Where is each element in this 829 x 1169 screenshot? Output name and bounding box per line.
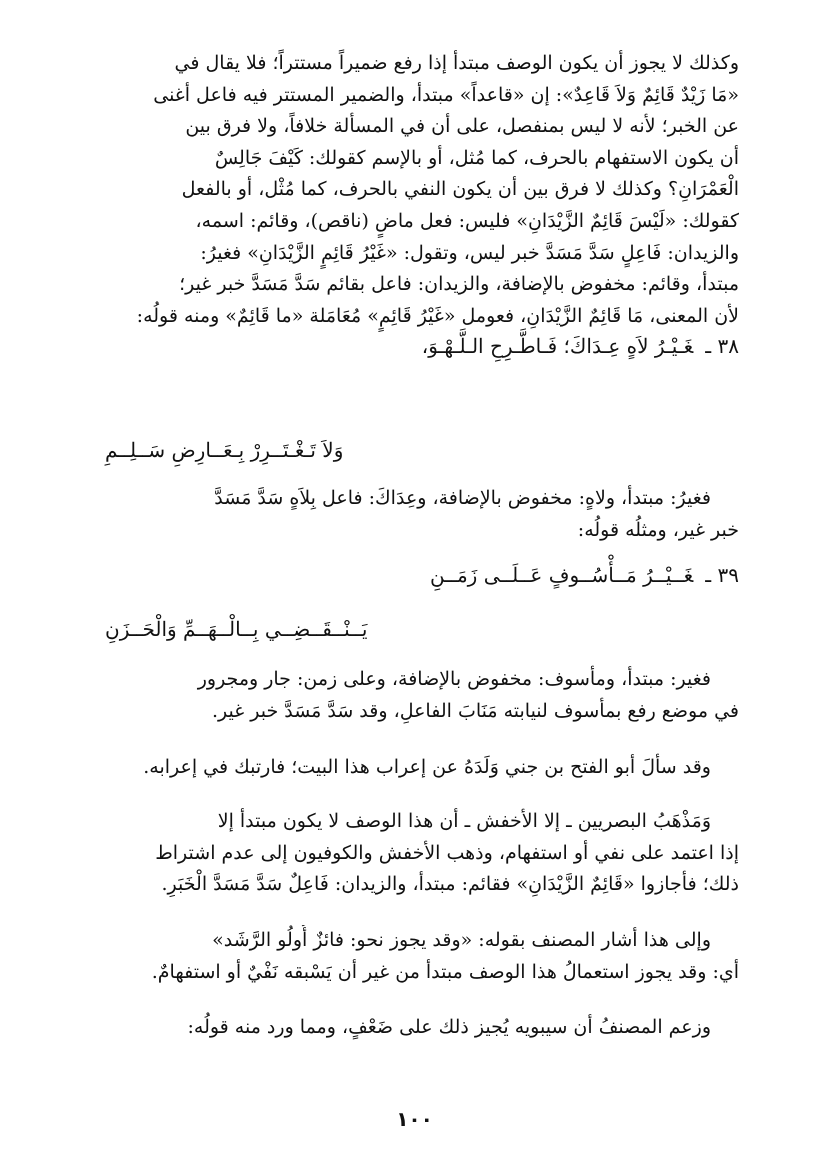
text-line: خبر غير، ومثلُه قولُه: bbox=[577, 518, 739, 541]
verse-number: ٣٩ ـ bbox=[705, 563, 739, 587]
verse-39-second-hemistich bbox=[105, 613, 367, 645]
text-line: لأن المعنى، مَا قَائِمٌ الزَّيْدَانِ، فعومل «غَيْرُ قَائِمٍ» مُعَامَلة «ما قَائِمٌ» ومنه قولُه: bbox=[136, 304, 739, 327]
text-line: وَمَذْهَبُ البصريين ـ إلا الأخفش ـ أن هذا الوصف لا يكون مبتدأ إلا bbox=[217, 810, 711, 832]
text-line: عن الخبر؛ لأنه لا ليس بمنفصل، على أن في المسألة خلافاً، ولا فرق بين bbox=[185, 115, 739, 138]
page-number: ١٠٠ bbox=[396, 1107, 433, 1131]
text-line: والزيدان: فَاعِلٍ سَدَّ مَسَدَّ خبر ليس، وتقول: «غَيْرُ قَائِمٍ الزَّيْدَانِ» فغيرُ: bbox=[200, 241, 739, 264]
paragraph-6 bbox=[90, 925, 739, 988]
text-line: فغيرُ: مبتدأ، ولاهٍ: مخفوض بالإضافة، وعِدَاكَ: فاعل بِلاَهٍ سَدَّ مَسَدَّ bbox=[214, 487, 711, 509]
paragraph-4 bbox=[90, 752, 739, 784]
paragraph-2 bbox=[90, 483, 739, 546]
text-line: أن يكون الاستفهام بالحرف، كما مُثل، أو بالإسم كقولك: كَيْفَ جَالِسٌ bbox=[214, 146, 739, 169]
verse-text: وَلاَ تَـغْـتَــرِرْ بِـعَــارِضِ سَــلِــمِ bbox=[105, 438, 344, 462]
paragraph-7 bbox=[90, 1012, 739, 1044]
verse-text: غَــيْــرُ مَــأْسُــوفٍ عَــلَــى زَمَــنِ bbox=[430, 563, 694, 587]
text-line: ذلك؛ فأجازوا «قَائِمٌ الزَّيْدَانِ» فقائم: مبتدأ، والزيدان: فَاعِلٌ سَدَّ مَسَدَّ الْخَبَرِ. bbox=[161, 873, 739, 896]
text-line: الْعَمْرَانِ؟ وكذلك لا فرق بين أن يكون النفي بالحرف، كما مُثْل، أو بالفعل bbox=[181, 178, 739, 201]
text-line: وإلى هذا أشار المصنف بقوله: «وقد يجوز نحو: فائزٌ أُولُو الرَّشَد» bbox=[212, 929, 711, 951]
text-line: أي: وقد يجوز استعمالُ هذا الوصف مبتدأ من غير أن يَسْبقه نَفْيٌ أو استفهامٌ. bbox=[151, 960, 739, 983]
text-line: مبتدأ، وقائم: مخفوض بالإضافة، والزيدان: فاعل بقائم سَدَّ مَسَدَّ خبر غير؛ bbox=[179, 273, 739, 296]
text-line: في موضع رفع بمأسوف لنيابته مَنَابَ الفاعلِ، وقد سَدَّ مَسَدَّ خبر غير. bbox=[212, 699, 739, 722]
text-line: فغير: مبتدأ، ومأسوف: مخفوض بالإضافة، وعلى زمن: جار ومجرور bbox=[197, 668, 711, 690]
verse-number: ٣٨ ـ bbox=[705, 334, 739, 358]
verse-38-first-hemistich bbox=[422, 330, 739, 362]
verse-38-second-hemistich bbox=[105, 434, 343, 466]
paragraph-3 bbox=[90, 664, 739, 727]
text-line: وكذلك لا يجوز أن يكون الوصف مبتدأ إذا رفع ضميراً مستتراً؛ فلا يقال في bbox=[174, 52, 739, 74]
text-line: «مَا زَيْدٌ قَائِمٌ وَلاَ قَاعِدٌ»: إن «قاعداً» مبتدأ، والضمير المستتر فيه فاعل أغنى bbox=[153, 83, 739, 106]
paragraph-1 bbox=[90, 48, 739, 332]
text-line: وقد سألَ أبو الفتح بن جني وَلَدَهُ عن إعراب هذا البيت؛ فارتبك في إعرابه. bbox=[143, 756, 711, 778]
text-line: وزعم المصنفُ أن سيبويه يُجيز ذلك على ضَعْفٍ، ومما ورد منه قولُه: bbox=[187, 1016, 711, 1038]
verse-39-first-hemistich bbox=[430, 559, 739, 591]
verse-text: غَـيْـرُ لاَهٍ عِـدَاكَ؛ فَـاطَّـرِحِ الـلَّـهْـوَ، bbox=[421, 334, 694, 358]
text-line: كقولك: «لَيْسَ قَائِمٌ الزَّيْدَانِ» فليس: فعل ماضٍ (ناقص)، وقائم: اسمه، bbox=[195, 209, 739, 232]
verse-text: يَــنْــقَــضِــي بِــالْــهَــمِّ وَالْحَــزَنِ bbox=[105, 617, 368, 641]
text-line: إذا اعتمد على نفي أو استفهام، وذهب الأخفش والكوفيون إلى عدم اشتراط bbox=[155, 841, 739, 864]
paragraph-5 bbox=[90, 806, 739, 901]
